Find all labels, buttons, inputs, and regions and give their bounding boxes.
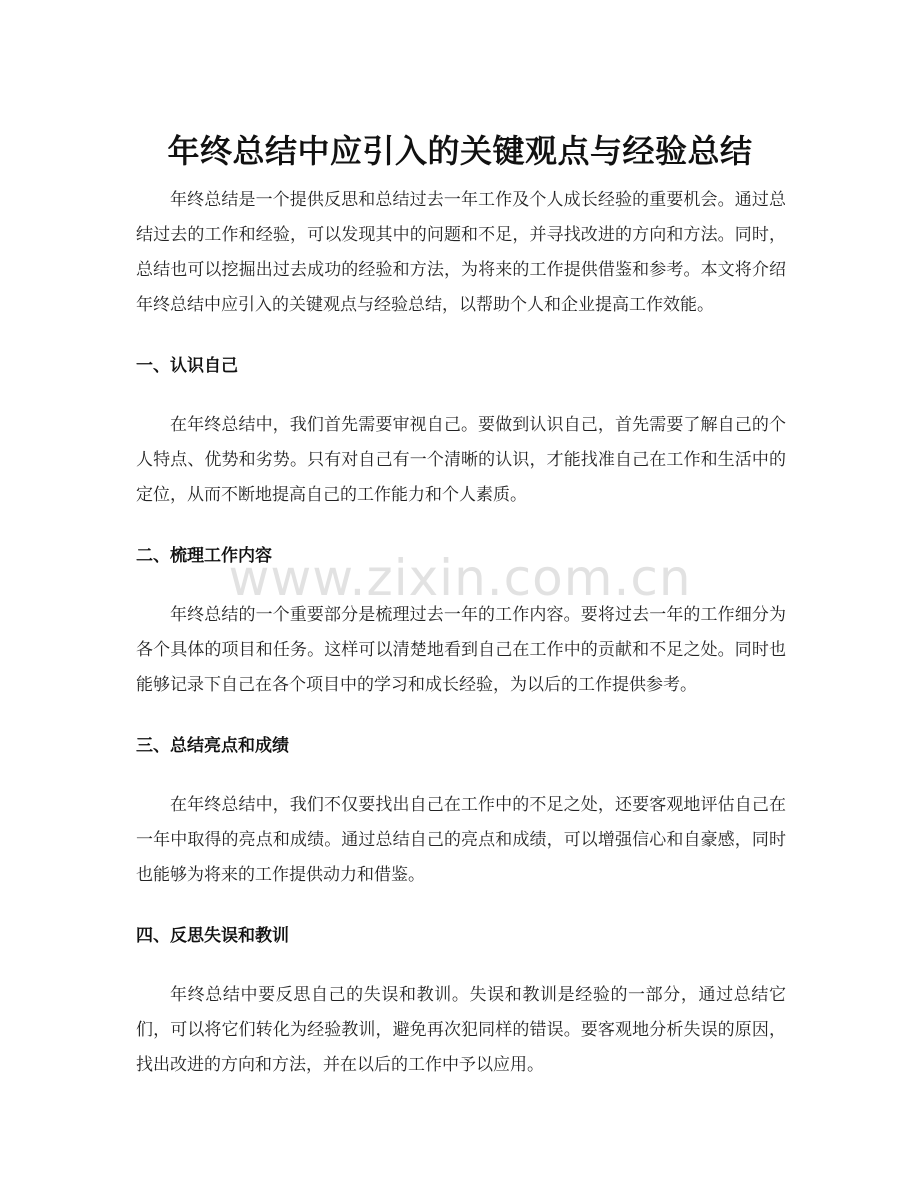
section-heading-2: 二、梳理工作内容 — [136, 546, 272, 566]
section-paragraph-3: 在年终总结中，我们不仅要找出自己在工作中的不足之处，还要客观地评估自己在一年中取得的亮点和成绩。通过总结自己的亮点和成绩，可以增强信心和自豪感，同时也能够为将来的工作提供动力和借鉴。 — [136, 795, 786, 885]
document-title: 年终总结中应引入的关键观点与经验总结 — [167, 132, 753, 171]
section-heading-4: 四、反思失误和教训 — [136, 926, 289, 946]
section-paragraph-1: 在年终总结中，我们首先需要审视自己。要做到认识自己，首先需要了解自己的个人特点、优势和劣势。只有对自己有一个清晰的认识，才能找准自己在工作和生活中的定位，从而不断地提高自己的工作能力和个人素质。 — [136, 415, 786, 505]
section-paragraph-2: 年终总结的一个重要部分是梳理过去一年的工作内容。要将过去一年的工作细分为各个具体的项目和任务。这样可以清楚地看到自己在工作中的贡献和不足之处。同时也能够记录下自己在各个项目中的学习和成长经验，为以后的工作提供参考。 — [136, 605, 786, 695]
document-body — [136, 183, 786, 1083]
intro-paragraph: 年终总结是一个提供反思和总结过去一年工作及个人成长经验的重要机会。通过总结过去的工作和经验，可以发现其中的问题和不足，并寻找改进的方向和方法。同时，总结也可以挖掘出过去成功的经验和方法，为将来的工作提供借鉴和参考。本文将介绍年终总结中应引入的关键观点与经验总结，以帮助个人和企业提高工作效能。 — [136, 190, 786, 315]
watermark: www.zixin.com.cn — [228, 549, 692, 607]
section-paragraph-4: 年终总结中要反思自己的失误和教训。失误和教训是经验的一部分，通过总结它们，可以将它们转化为经验教训，避免再次犯同样的错误。要客观地分析失误的原因，找出改进的方向和方法，并在以后的工作中予以应用。 — [136, 985, 786, 1075]
section-heading-1: 一、认识自己 — [136, 356, 238, 376]
section-heading-3: 三、总结亮点和成绩 — [136, 736, 289, 756]
